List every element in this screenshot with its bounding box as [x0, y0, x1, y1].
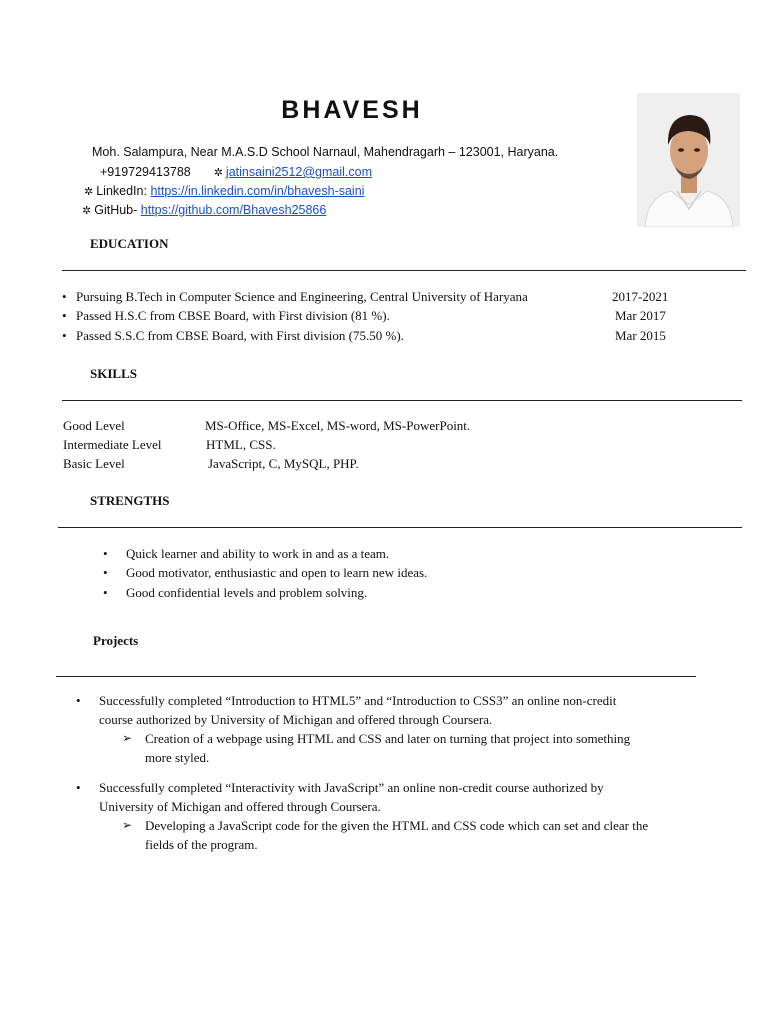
- bullet-icon: •: [62, 308, 67, 323]
- arrow-bullet-icon: ➢: [122, 818, 133, 832]
- projects-divider: [56, 676, 696, 677]
- strength-item: • Quick learner and ability to work in and as a team.: [103, 546, 390, 561]
- skill-level: Basic Level: [63, 456, 125, 471]
- project-detail: Developing a JavaScript code for the given the HTML and CSS code which can set and clear the: [145, 818, 649, 833]
- bullet-icon: •: [62, 289, 67, 304]
- linkedin-label: LinkedIn:: [96, 184, 147, 198]
- education-item: • Passed H.S.C from CBSE Board, with First division (81 %).: [62, 308, 390, 323]
- skill-level: Intermediate Level: [63, 437, 162, 452]
- education-heading: EDUCATION: [90, 236, 169, 251]
- skill-value: MS-Office, MS-Excel, MS-word, MS-PowerPoint.: [205, 418, 471, 433]
- linkedin-link[interactable]: https://in.linkedin.com/in/bhavesh-saini: [150, 184, 365, 198]
- skills-divider: [62, 400, 742, 401]
- education-date: Mar 2017: [615, 308, 666, 323]
- bullet-icon: •: [103, 585, 108, 600]
- bullet-icon: •: [62, 328, 67, 343]
- project-text: Successfully completed “Introduction to HTML5” and “Introduction to CSS3” an online non-credit: [99, 693, 617, 708]
- strengths-heading: STRENGTHS: [90, 493, 170, 508]
- bullet-icon: •: [103, 546, 108, 561]
- project-detail: Creation of a webpage using HTML and CSS and later on turning that project into something: [145, 731, 631, 746]
- education-item: • Pursuing B.Tech in Computer Science and Engineering, Central University of Haryana: [62, 289, 528, 304]
- github-label: GitHub-: [94, 203, 138, 217]
- email-link[interactable]: jatinsaini2512@gmail.com: [225, 165, 373, 179]
- skill-value: JavaScript, C, MySQL, PHP.: [208, 456, 359, 471]
- education-divider: [62, 270, 746, 271]
- address: Moh. Salampura, Near M.A.S.D School Narnaul, Mahendragarh – 123001, Haryana.: [92, 145, 559, 159]
- strengths-divider: [58, 527, 742, 528]
- bullet-icon: •: [76, 780, 81, 795]
- project-detail: more styled.: [145, 750, 210, 765]
- gear-icon: ✲: [82, 205, 92, 217]
- strength-item: • Good motivator, enthusiastic and open to learn new ideas.: [103, 565, 428, 580]
- education-date: 2017-2021: [612, 289, 669, 304]
- linkedin-row: [84, 184, 364, 198]
- github-row: [82, 203, 326, 217]
- project-text: Successfully completed “Interactivity with JavaScript” an online non-credit course authorized by: [99, 780, 604, 795]
- education-date: Mar 2015: [615, 328, 666, 343]
- arrow-bullet-icon: ➢: [122, 731, 133, 745]
- skill-level: Good Level: [63, 418, 125, 433]
- education-item: • Passed S.S.C from CBSE Board, with First division (75.50 %).: [62, 328, 404, 343]
- skill-value: HTML, CSS.: [206, 437, 276, 452]
- profile-photo: [637, 93, 740, 227]
- phone-row: [100, 165, 372, 179]
- bullet-icon: •: [103, 565, 108, 580]
- skills-heading: SKILLS: [90, 366, 137, 381]
- gear-icon: ✲: [84, 186, 94, 198]
- phone: +919729413788: [100, 165, 191, 179]
- strength-item: • Good confidential levels and problem solving.: [103, 585, 368, 600]
- gear-icon: ✲: [213, 167, 223, 179]
- bullet-icon: •: [76, 693, 81, 708]
- projects-heading: Projects: [93, 633, 139, 648]
- github-link[interactable]: https://github.com/Bhavesh25866: [140, 203, 327, 217]
- candidate-name: BHAVESH: [281, 96, 423, 124]
- project-text: University of Michigan and offered through Coursera.: [99, 799, 381, 814]
- project-text: course authorized by University of Michigan and offered through Coursera.: [99, 712, 493, 727]
- project-detail: fields of the program.: [145, 837, 258, 852]
